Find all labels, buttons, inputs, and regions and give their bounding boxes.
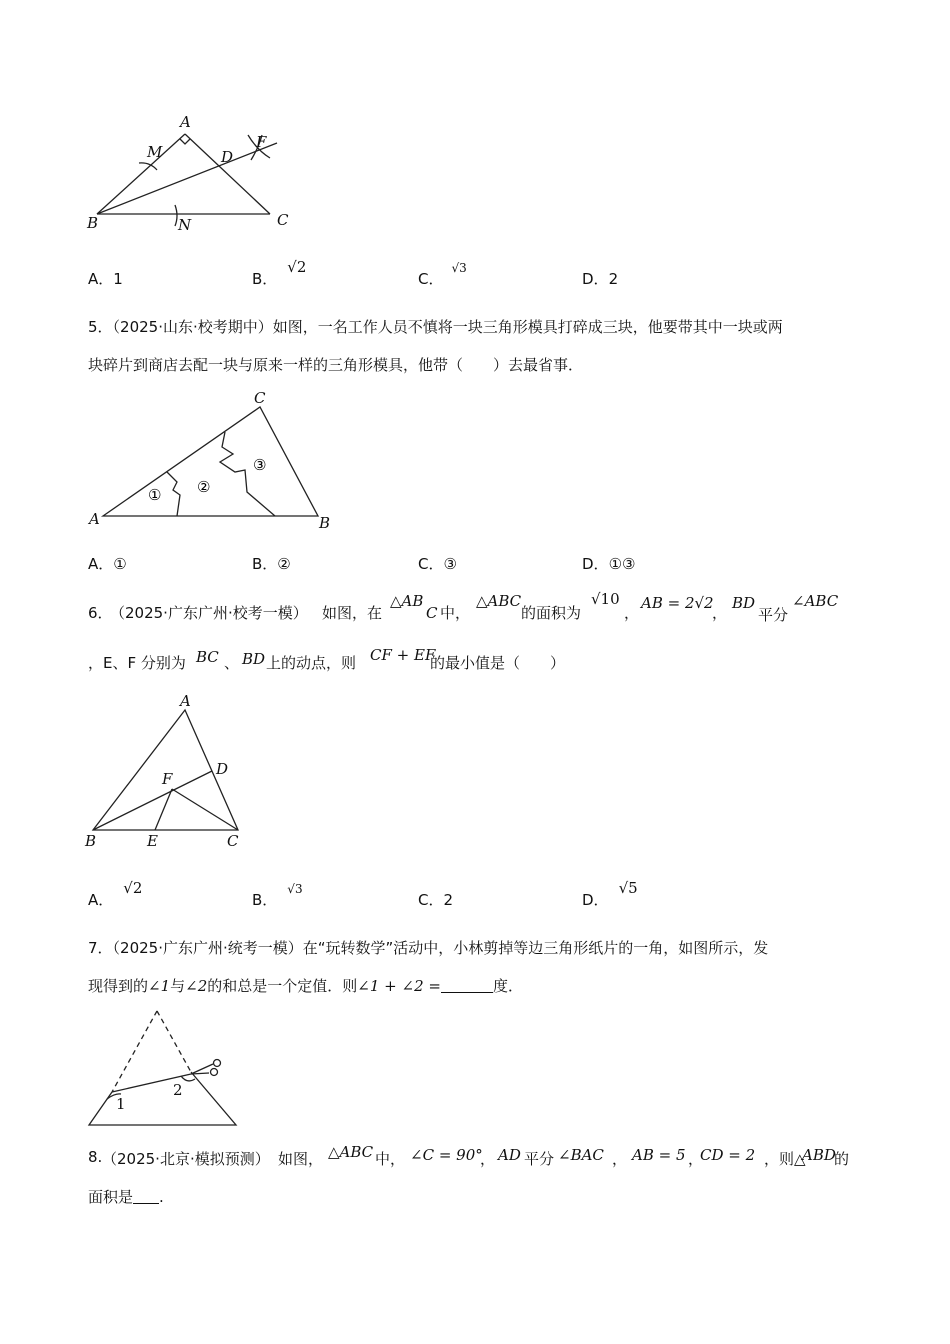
dashed-right — [157, 1011, 191, 1072]
q7-text-3: 的和总是一个定值．则 — [207, 977, 358, 995]
option-letter: B． — [252, 891, 278, 909]
q8-math-angle-c: ∠C = 90° — [410, 1146, 483, 1164]
scissors-blade-1 — [191, 1064, 213, 1074]
option-text: √3 — [287, 882, 303, 896]
q5-figure — [85, 389, 345, 532]
segment-fc — [172, 789, 238, 830]
angle-2-arc — [181, 1076, 195, 1081]
arc-n — [175, 205, 177, 226]
q8-math-abd: ABD — [802, 1146, 836, 1164]
label-n: N — [178, 216, 192, 234]
q7-source: （2025·广东广州·统考一模） — [112, 939, 303, 957]
q7-answer-blank[interactable] — [441, 976, 493, 993]
q6-math-cf-ef: CF + EF — [370, 646, 436, 664]
option-text: 2 — [608, 270, 619, 288]
q8-text-1: 如图， — [278, 1150, 324, 1168]
side-ab — [97, 134, 185, 214]
q8-text-8: 的 — [834, 1150, 850, 1168]
option-text: 1 — [113, 270, 123, 288]
q8-text-2: 中， — [375, 1150, 406, 1168]
q8-text-3: ， — [480, 1150, 496, 1168]
q6-line2-text-1: ，E、F 分别为 — [88, 654, 186, 672]
option-letter: A． — [88, 555, 114, 573]
q6-line1 — [88, 590, 868, 626]
option-letter: D． — [582, 270, 609, 288]
label-c: C — [277, 211, 289, 229]
q5-line1 — [88, 316, 868, 338]
label-m: M — [147, 143, 163, 161]
crack-1 — [167, 472, 180, 516]
option-letter: B． — [252, 270, 278, 288]
q5-option-a[interactable] — [88, 553, 127, 574]
bisector-bd — [97, 143, 277, 214]
scissors-handle-2 — [211, 1069, 218, 1076]
segment-bd — [93, 771, 212, 830]
label-f: F — [256, 133, 267, 151]
option-text: ② — [277, 555, 291, 573]
piece-2: ② — [197, 478, 211, 496]
q4-option-c[interactable] — [418, 261, 467, 289]
option-letter: C． — [418, 270, 444, 288]
q4-option-a[interactable] — [88, 268, 123, 289]
q6-math-triangle-abc: △ABC — [476, 592, 522, 610]
scissors-handle-1 — [214, 1060, 221, 1067]
angle-1-label: 1 — [116, 1095, 126, 1113]
q5-option-b[interactable] — [252, 553, 291, 574]
label-b: B — [319, 514, 331, 532]
q6-figure — [85, 692, 255, 852]
option-text: ① — [113, 555, 127, 573]
q6-option-a[interactable] — [88, 879, 143, 910]
dashed-left — [112, 1011, 157, 1092]
triangle-abc — [103, 407, 318, 516]
q6-math-bc: BC — [196, 648, 219, 666]
q5-number: 5． — [88, 318, 113, 336]
q5-option-d[interactable] — [582, 553, 635, 574]
q8-text-4: 平分 — [524, 1150, 555, 1168]
label-a: A — [89, 510, 100, 528]
q7-text: 在“玩转数学”活动中，小林剪掉等边三角形纸片的一角，如图所示，发 — [302, 939, 769, 957]
q8-math-cd: CD = 2 — [700, 1146, 756, 1164]
q8-text-9: 面积是 — [88, 1188, 134, 1206]
q7-figure — [85, 1008, 255, 1133]
q8-number: 8. — [88, 1148, 103, 1166]
q7-math-sum: ∠1 + ∠2 = — [357, 977, 441, 995]
q6-text-3: 的面积为 — [521, 604, 582, 622]
q6-text-1: 如图，在 — [322, 604, 383, 622]
option-letter: A． — [88, 270, 114, 288]
q6-line2-text-3: 上的动点，则 — [266, 654, 357, 672]
piece-3: ③ — [253, 456, 267, 474]
label-a: A — [180, 692, 191, 710]
q8-text-6: ， — [688, 1150, 704, 1168]
q6-math-angle-abc: ∠ABC — [792, 592, 839, 610]
label-d: D — [221, 148, 234, 166]
right-angle-mark — [180, 139, 190, 144]
q6-line2-text-2: 、 — [224, 654, 240, 672]
option-text: √2 — [287, 258, 307, 276]
option-text: 2 — [443, 891, 454, 909]
label-c: C — [227, 832, 239, 850]
q8-math-ab: AB = 5 — [632, 1146, 686, 1164]
q6-math-ab: AB = 2√2 — [641, 594, 714, 612]
label-e: E — [147, 832, 158, 850]
q8-math-ad: AD — [498, 1146, 521, 1164]
q6-option-b[interactable] — [252, 882, 303, 910]
q7-line2 — [88, 975, 868, 997]
q8-text-10: . — [159, 1188, 164, 1206]
q8-source: （2025·北京·模拟预测） — [102, 1150, 270, 1168]
option-letter: D． — [582, 891, 609, 909]
q6-text-5: ， — [712, 604, 728, 622]
label-b: B — [87, 214, 99, 232]
q6-line2-text-4: 的最小值是（ ） — [430, 654, 566, 672]
q6-number: 6． — [88, 604, 113, 622]
option-letter: C． — [418, 555, 444, 573]
q4-option-b[interactable] — [252, 258, 307, 289]
q8-math-triangle-abc: △ABC — [328, 1143, 374, 1161]
q7-line1 — [88, 937, 868, 959]
q6-math-c: C — [426, 604, 438, 622]
q6-source: （2025·广东广州·校考一模） — [110, 604, 308, 622]
angle-2-label: 2 — [173, 1081, 183, 1099]
q8-line2 — [88, 1186, 868, 1208]
q5-text: 如图，一名工作人员不慎将一块三角形模具打碎成三块，他要带其中一块或两 — [272, 318, 783, 336]
option-letter: C． — [418, 891, 444, 909]
label-b: B — [85, 832, 97, 850]
q4-figure — [85, 112, 289, 237]
q5-source: （2025·山东·校考期中） — [112, 318, 273, 336]
q6-text-6: 平分 — [758, 606, 789, 624]
q8-text-5: ， — [612, 1150, 628, 1168]
q8-answer-blank[interactable] — [133, 1187, 159, 1204]
option-text: √5 — [618, 879, 638, 897]
q6-math-bd2: BD — [242, 650, 266, 668]
option-text: √2 — [123, 879, 143, 897]
q6-option-d[interactable] — [582, 879, 638, 910]
option-text: ③ — [443, 555, 457, 573]
q7-number: 7． — [88, 939, 113, 957]
q6-math-triangle-ab: △AB — [390, 592, 424, 610]
option-letter: D． — [582, 555, 609, 573]
option-letter: B． — [252, 555, 278, 573]
q7-text-4: 度． — [492, 977, 523, 995]
piece-1: ① — [148, 486, 162, 504]
label-a: A — [180, 113, 191, 131]
label-f: F — [162, 770, 173, 788]
q6-text-2: 中， — [440, 604, 471, 622]
q5-option-c[interactable] — [418, 553, 457, 574]
q5-line2: 块碎片到商店去配一块与原来一样的三角形模具，他带（ ）去最省事． — [88, 356, 584, 374]
q8-line1 — [88, 1145, 868, 1171]
q6-text-4: ， — [624, 604, 640, 622]
q6-sqrt10: √10 — [591, 590, 620, 608]
q7-text-1: 现得到的 — [88, 977, 149, 995]
q8-math-angle-bac: ∠BAC — [558, 1146, 604, 1164]
option-text: √3 — [451, 261, 467, 275]
crack-2 — [220, 432, 275, 516]
q7-text-2: 与 — [170, 977, 186, 995]
option-text: ①③ — [608, 555, 636, 573]
q6-line2 — [88, 646, 868, 678]
q7-math-angle2: ∠2 — [185, 977, 208, 995]
label-d: D — [216, 760, 229, 778]
arc-m — [139, 163, 157, 170]
q6-option-c[interactable] — [418, 889, 453, 910]
q4-option-d[interactable] — [582, 268, 618, 289]
q7-math-angle1: ∠1 — [148, 977, 171, 995]
q6-math-bd: BD — [732, 594, 756, 612]
label-c: C — [254, 389, 266, 407]
q8-text-7: ，则△ — [764, 1150, 806, 1168]
option-letter: A． — [88, 891, 114, 909]
